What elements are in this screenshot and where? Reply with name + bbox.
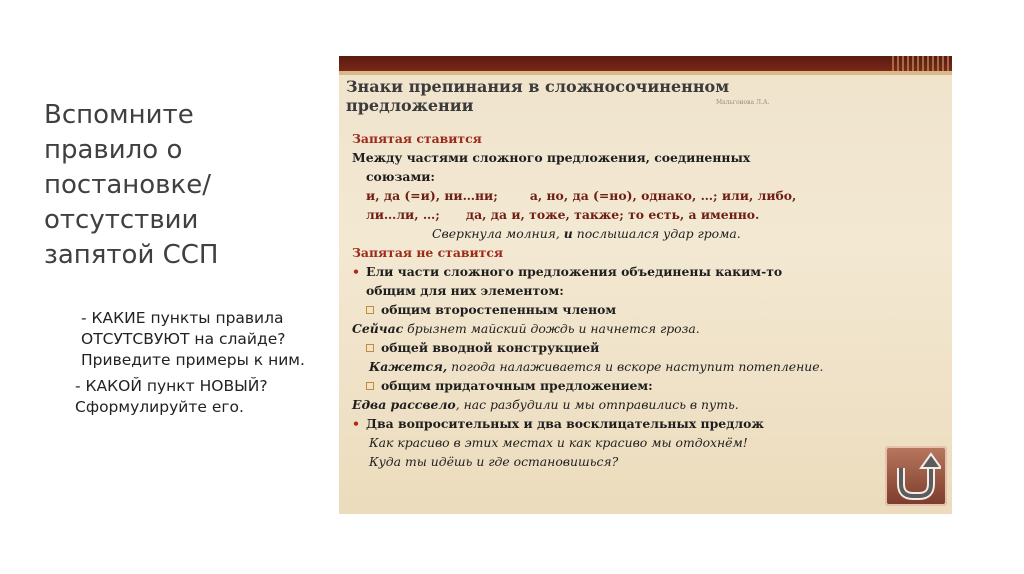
section-comma-not-placed: Запятая не ставится [352,245,504,260]
sub-rule-line [352,376,942,395]
heading-line: Знаки препинания в сложносочиненном [346,77,730,96]
conjunctions-group: да, да и, тоже, также; то есть, а именно. [465,207,760,222]
back-button[interactable] [885,446,947,506]
example-sentence [352,357,942,376]
example-text: , нас разбудили и мы отправились в путь. [455,397,739,412]
example-sentence: Как красиво в этих местах и как красиво мы отдохнём! [369,435,748,450]
slide-body [352,129,942,471]
top-bar-pattern [892,56,952,71]
example-text: Сверкнула молния, [432,226,564,241]
sub-rule-text: общей вводной конструкцией [381,340,600,355]
sub-rule-text: общим второстепенным членом [381,302,617,317]
author-caption: Мальгонова Л.А. [716,99,770,106]
rule-slide-image [339,56,952,514]
heading-line: предложении [346,96,474,115]
u-turn-arrow-icon [891,452,941,500]
example-highlight: Сейчас [352,321,404,336]
title-line: отсутствии [44,205,199,235]
title-line: правило о [44,135,183,165]
slide-top-bar [339,56,952,71]
title-line: постановке/ [44,170,211,200]
task-notes [75,308,335,423]
example-sentence [352,319,942,338]
title-line: Вспомните [44,100,194,130]
sub-rule-text: общим придаточным предложением: [381,378,653,393]
conjunctions-line [352,205,942,224]
rule-line [352,414,942,433]
example-text: брызнет майский дождь и начнется гроза. [403,321,700,336]
task-note-new: - КАКОЙ пункт НОВЫЙ? Сформулируйте его. [75,377,268,416]
sub-rule-line [352,338,942,357]
conjunctions-group: а, но, да (=но), однако, …; или, либо, [529,188,797,203]
rule-text: Ели части сложного предложения объединены каким-то [366,264,783,279]
conjunctions-group: и, да (=и), ни…ни; [366,188,498,203]
section-comma-placed: Запятая ставится [352,131,482,146]
rule-line [352,262,942,281]
example-sentence: Куда ты идёшь и где остановишься? [369,454,619,469]
rule-line: Между частями сложного предложения, соединенных [352,150,751,165]
example-highlight: и [563,226,573,241]
conjunctions-line [352,186,942,205]
rule-line: общим для них элементом: [366,283,564,298]
example-highlight: Едва рассвело [352,397,456,412]
title-line: запятой ССП [44,240,219,270]
square-bullet-icon [366,382,374,390]
example-text: послышался удар грома. [572,226,741,241]
rule-line: союзами: [366,169,435,184]
bullet-icon: • [352,416,360,431]
example-highlight: Кажется, [369,359,448,374]
slide-title [44,98,324,273]
square-bullet-icon [366,344,374,352]
bullet-icon: • [352,264,360,279]
rule-text: Два вопросительных и два восклицательных предлож [366,416,764,431]
example-text: погода налаживается и вскоре наступит потепление. [447,359,824,374]
slide-heading [346,77,906,115]
square-bullet-icon [366,306,374,314]
example-sentence [352,224,942,243]
sub-rule-line [352,300,942,319]
example-sentence [352,395,942,414]
task-note-missing: - КАКИЕ пункты правила ОТСУТСВУЮТ на слайде? Приведите примеры к ним. [81,309,305,369]
slide-stripe [339,71,952,75]
conjunctions-group: ли…ли, …; [366,207,440,222]
